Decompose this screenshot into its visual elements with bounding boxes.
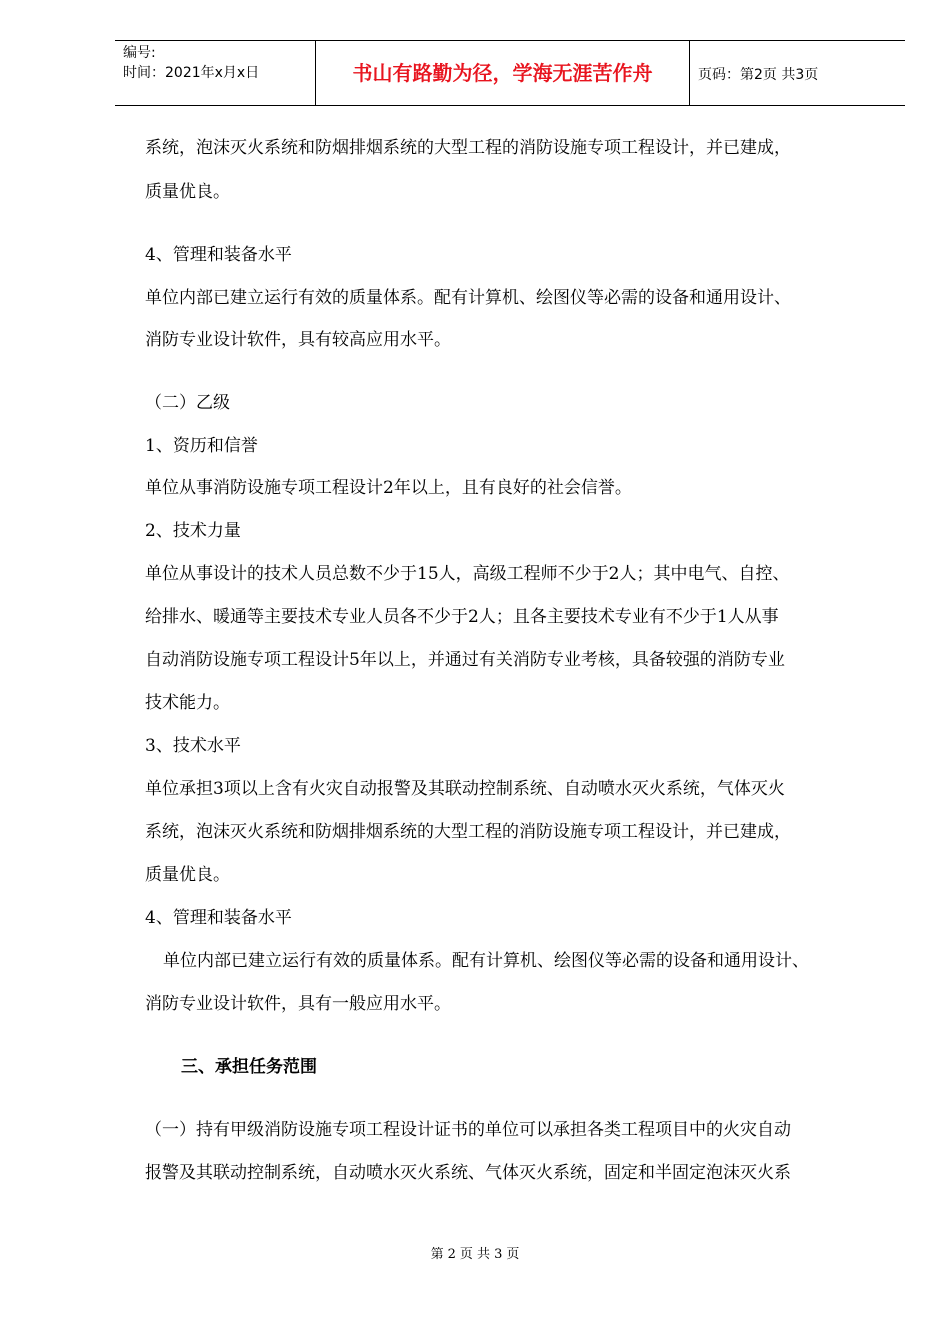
header-meta [115, 41, 316, 105]
body-line: 单位从事消防设施专项工程设计2年以上，且有良好的社会信誉。 [145, 478, 632, 498]
serial-label: 编号: [123, 45, 156, 61]
body-line: 技术能力。 [145, 693, 230, 713]
page-header [115, 40, 905, 106]
footer-page-mid: 页 共 [459, 1247, 491, 1262]
section-heading: 三、承担任务范围 [181, 1057, 317, 1077]
body-line: 给排水、暖通等主要技术专业人员各不少于2人；且各主要技术专业有不少于1人从事 [145, 607, 779, 627]
body-line: 单位内部已建立运行有效的质量体系。配有计算机、绘图仪等必需的设备和通用设计、 [145, 288, 791, 308]
body-line: 质量优良。 [145, 182, 230, 202]
subheading: 2、技术力量 [145, 521, 241, 541]
time-label: 时间：2021年x月x日 [123, 65, 260, 81]
body-line: 自动消防设施专项工程设计5年以上，并通过有关消防专业考核，具备较强的消防专业 [145, 650, 785, 670]
header-page-info: 页码：第2页 共3页 [698, 67, 819, 83]
subheading: 4、管理和装备水平 [145, 245, 292, 265]
body-line: 单位从事设计的技术人员总数不少于15人，高级工程师不少于2人；其中电气、自控、 [145, 564, 790, 584]
body-line: 消防专业设计软件，具有一般应用水平。 [145, 994, 451, 1014]
body-line: 系统，泡沫灭火系统和防烟排烟系统的大型工程的消防设施专项工程设计，并已建成， [145, 138, 791, 158]
header-motto: 书山有路勤为径，学海无涯苦作舟 [316, 41, 690, 105]
body-line: 消防专业设计软件，具有较高应用水平。 [145, 330, 451, 350]
body-line: 报警及其联动控制系统，自动喷水灭火系统、气体灭火系统，固定和半固定泡沫灭火系 [145, 1163, 791, 1183]
body-line: （一）持有甲级消防设施专项工程设计证书的单位可以承担各类工程项目中的火灾自动 [145, 1120, 791, 1140]
body-line: 质量优良。 [145, 865, 230, 885]
body-line: 单位内部已建立运行有效的质量体系。配有计算机、绘图仪等必需的设备和通用设计、 [163, 951, 809, 971]
footer-page-label: 第 [430, 1247, 444, 1262]
subheading: 4、管理和装备水平 [145, 908, 292, 928]
footer-page-end: 页 [506, 1247, 520, 1262]
footer-page-total: 3 [494, 1247, 503, 1262]
subheading: （二）乙级 [145, 393, 230, 413]
page-footer [0, 1246, 950, 1264]
body-line: 单位承担3项以上含有火灾自动报警及其联动控制系统、自动喷水灭火系统，气体灭火 [145, 779, 785, 799]
subheading: 1、资历和信誉 [145, 436, 258, 456]
subheading: 3、技术水平 [145, 736, 241, 756]
body-line: 系统，泡沫灭火系统和防烟排烟系统的大型工程的消防设施专项工程设计，并已建成， [145, 822, 791, 842]
footer-page-number: 2 [447, 1247, 456, 1262]
